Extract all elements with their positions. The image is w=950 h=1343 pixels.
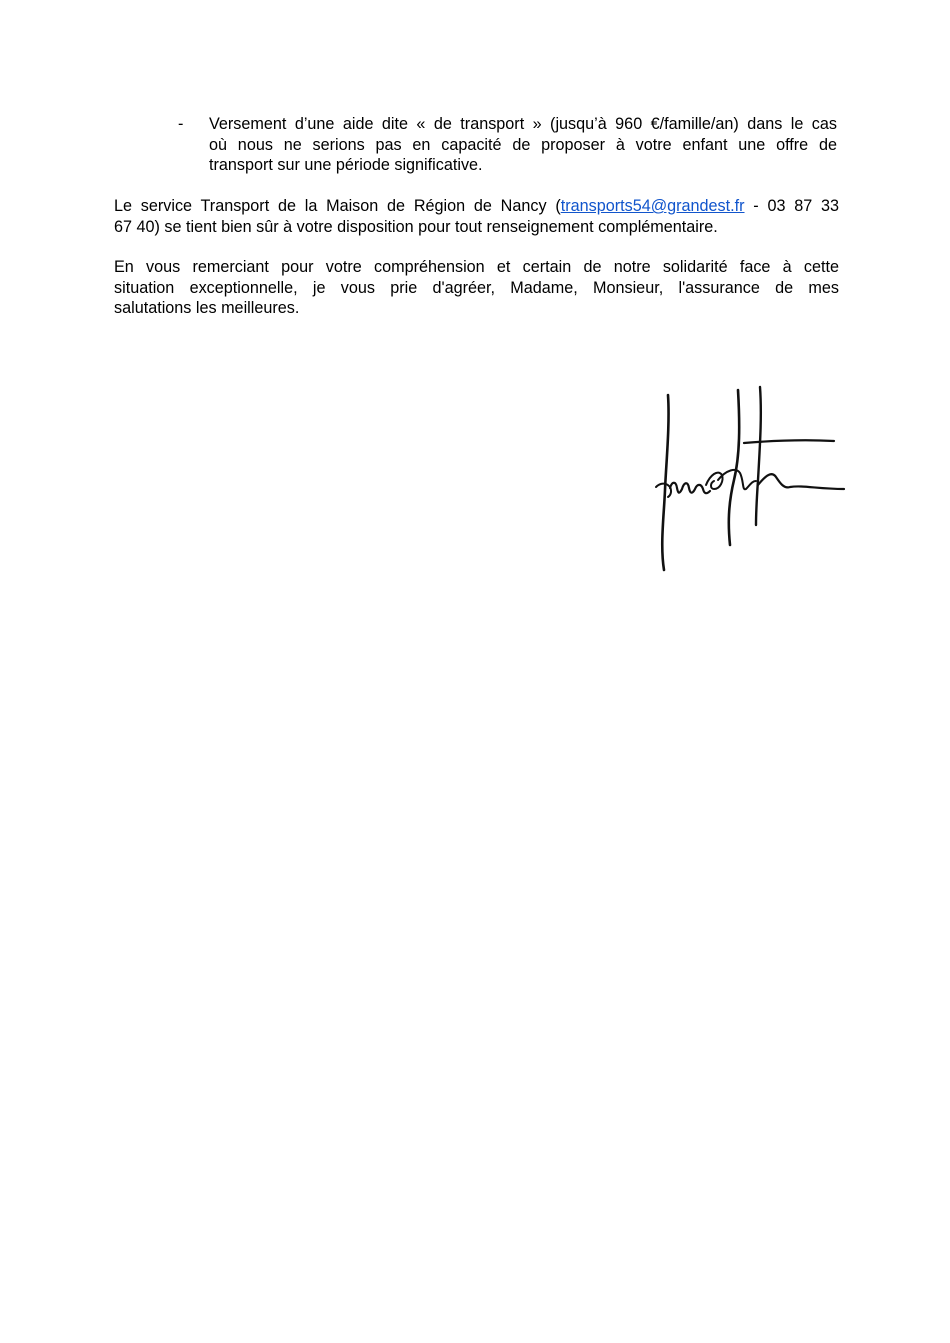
contact-paragraph (114, 196, 839, 237)
contact-text-phone-part: - 03 87 33 (744, 197, 839, 215)
contact-line-1 (114, 196, 839, 217)
bullet-line-2: où nous ne serions pas en capacité de proposer à votre enfant une offre de (209, 135, 837, 154)
closing-line-1: En vous remerciant pour votre compréhension et certain de notre solidarité face à cette (114, 258, 839, 276)
email-link[interactable]: transports54@grandest.fr (560, 197, 745, 215)
closing-line-3: salutations les meilleures. (114, 299, 300, 317)
bullet-line-3: transport sur une période significative. (209, 156, 483, 174)
bullet-text (209, 114, 837, 176)
bullet-dash: - (178, 115, 184, 133)
contact-line-2: 67 40) se tient bien sûr à votre disposition pour tout renseignement complémentaire. (114, 217, 718, 236)
contact-text-before: Le service Transport de la Maison de Région de Nancy ( (114, 197, 561, 215)
signature-drawing (648, 385, 848, 580)
closing-paragraph (114, 257, 839, 319)
handwritten-signature (648, 385, 848, 580)
bullet-line-1: Versement d’une aide dite « de transport » (jusqu’à 960 €/famille/an) dans le cas (209, 115, 837, 133)
closing-line-2: situation exceptionnelle, je vous prie d'agréer, Madame, Monsieur, l'assurance de mes (114, 278, 839, 297)
